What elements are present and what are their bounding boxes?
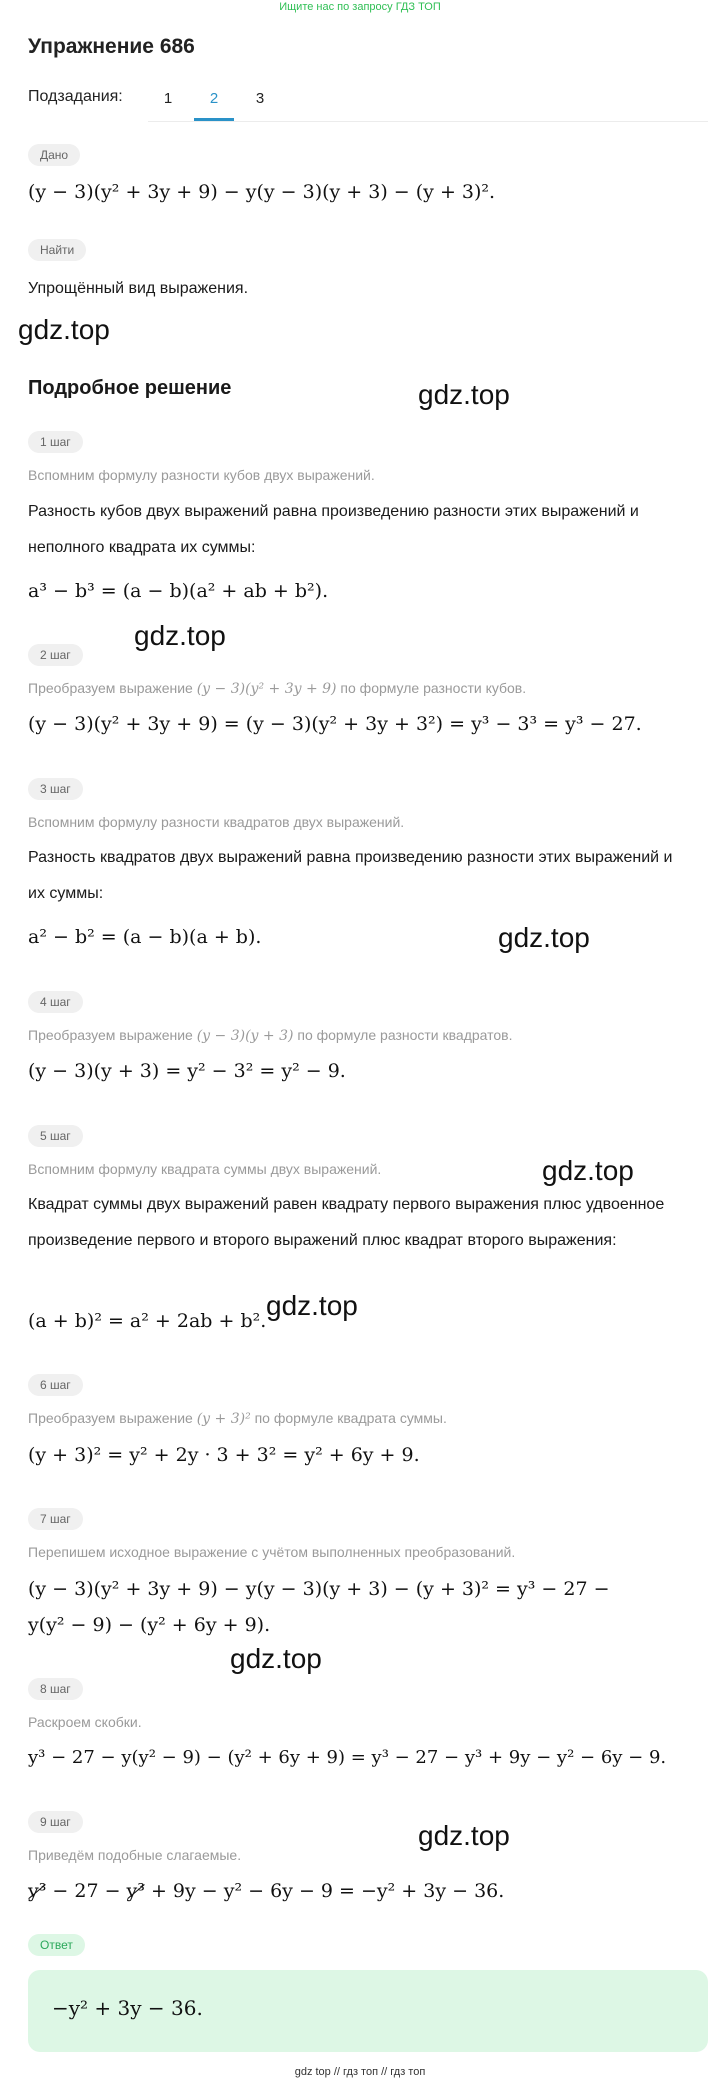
step-hint	[28, 1410, 447, 1427]
step-formula-line2: y(y² − 9) − (y² + 6y + 9).	[28, 1614, 271, 1636]
step-hint-after: по формуле разности квадратов.	[297, 1027, 513, 1043]
page-title: Упражнение 686	[28, 35, 195, 58]
step-formula: (y + 3)² = y² + 2y · 3 + 3² = y² + 6y + 9.	[28, 1444, 420, 1466]
step-hint-after: по формуле квадрата суммы.	[254, 1410, 447, 1426]
subtasks-tabs	[148, 84, 708, 122]
step-badge: 8 шаг	[28, 1678, 83, 1700]
top-search-link[interactable]: Ищите нас по запросу ГДЗ ТОП	[279, 1, 441, 13]
watermark: gdz.top	[266, 1290, 358, 1321]
subtasks-row	[28, 88, 145, 106]
struck-term: y³	[28, 1880, 47, 1902]
step-hint: Раскроем скобки.	[28, 1714, 142, 1730]
step-hint: Вспомним формулу разности кубов двух выражений.	[28, 467, 375, 483]
watermark: gdz.top	[134, 620, 226, 651]
step-hint-after: по формуле разности кубов.	[340, 680, 527, 696]
given-badge: Дано	[28, 144, 80, 166]
watermark: gdz.top	[230, 1643, 322, 1674]
step-formula: y³ − 27 − y(y² − 9) − (y² + 6y + 9) = y³ − 27 − y³ + 9y − y² − 6y − 9.	[28, 1747, 667, 1768]
step-badge: 4 шаг	[28, 991, 83, 1013]
step-formula: (a + b)² = a² + 2ab + b².	[28, 1310, 267, 1332]
formula-part: + 9y − y² − 6y − 9 = −y² + 3y − 36.	[144, 1880, 505, 1902]
step-hint: Вспомним формулу разности квадратов двух выражений.	[28, 814, 405, 830]
step-text: Разность квадратов двух выражений равна произведению разности этих выражений и их суммы:	[28, 849, 673, 902]
struck-term: y³	[126, 1880, 145, 1902]
step-formula: a² − b² = (a − b)(a + b).	[28, 926, 262, 948]
watermark: gdz.top	[542, 1155, 634, 1186]
footer-links[interactable]: gdz top // гдз топ // гдз топ	[294, 2066, 426, 2078]
subtasks-label: Подзадания:	[28, 88, 123, 105]
step-hint: Перепишем исходное выражение с учётом выполненных преобразований.	[28, 1544, 516, 1560]
answer-badge: Ответ	[28, 1934, 85, 1956]
step-hint: Приведём подобные слагаемые.	[28, 1847, 242, 1863]
step-hint	[28, 1027, 513, 1044]
step-hint-math: (y − 3)(y + 3)	[196, 1028, 294, 1044]
answer-value: −y² + 3y − 36.	[52, 1996, 203, 2020]
given-expression: (y − 3)(y² + 3y + 9) − y(y − 3)(y + 3) − (y + 3)².	[28, 181, 496, 203]
step-formula	[28, 1880, 504, 1902]
step-formula-line1: (y − 3)(y² + 3y + 9) − y(y − 3)(y + 3) − (y + 3)² = y³ − 27 −	[28, 1578, 610, 1600]
step-formula: a³ − b³ = (a − b)(a² + ab + b²).	[28, 580, 329, 602]
step-hint	[28, 680, 526, 697]
step-badge: 7 шаг	[28, 1508, 83, 1530]
step-formula: (y − 3)(y + 3) = y² − 3² = y² − 9.	[28, 1060, 346, 1082]
step-badge: 1 шаг	[28, 431, 83, 453]
step-badge: 9 шаг	[28, 1811, 83, 1833]
step-hint: Вспомним формулу квадрата суммы двух выражений.	[28, 1161, 382, 1177]
subtask-tab-2[interactable]: 2	[194, 84, 234, 121]
watermark: gdz.top	[498, 922, 590, 953]
formula-part: − 27 −	[46, 1880, 127, 1902]
subtask-tab-1[interactable]: 1	[163, 90, 173, 107]
watermark: gdz.top	[418, 1820, 510, 1851]
watermark: gdz.top	[18, 314, 110, 345]
step-badge: 6 шаг	[28, 1374, 83, 1396]
answer-box	[28, 1970, 708, 2052]
find-text: Упрощённый вид выражения.	[28, 280, 249, 297]
step-text: Квадрат суммы двух выражений равен квадрату первого выражения плюс удвоенное произведение первого и второго выражений плюс квадрат второго выражения:	[28, 1196, 665, 1249]
step-badge: 5 шаг	[28, 1125, 83, 1147]
step-hint-before: Преобразуем выражение	[28, 1410, 193, 1426]
solution-title: Подробное решение	[28, 377, 232, 399]
step-text: Разность кубов двух выражений равна произведению разности этих выражений и неполного квадрата их суммы:	[28, 503, 639, 556]
step-formula: (y − 3)(y² + 3y + 9) = (y − 3)(y² + 3y + 3²) = y³ − 3³ = y³ − 27.	[28, 713, 642, 735]
subtask-tab-3[interactable]: 3	[255, 90, 265, 107]
step-hint-math: (y − 3)(y² + 3y + 9)	[196, 681, 337, 697]
step-hint-math: (y + 3)²	[196, 1411, 251, 1427]
step-badge: 3 шаг	[28, 778, 83, 800]
watermark: gdz.top	[418, 379, 510, 410]
step-badge: 2 шаг	[28, 644, 83, 666]
find-badge: Найти	[28, 239, 86, 261]
step-hint-before: Преобразуем выражение	[28, 680, 193, 696]
step-hint-before: Преобразуем выражение	[28, 1027, 193, 1043]
